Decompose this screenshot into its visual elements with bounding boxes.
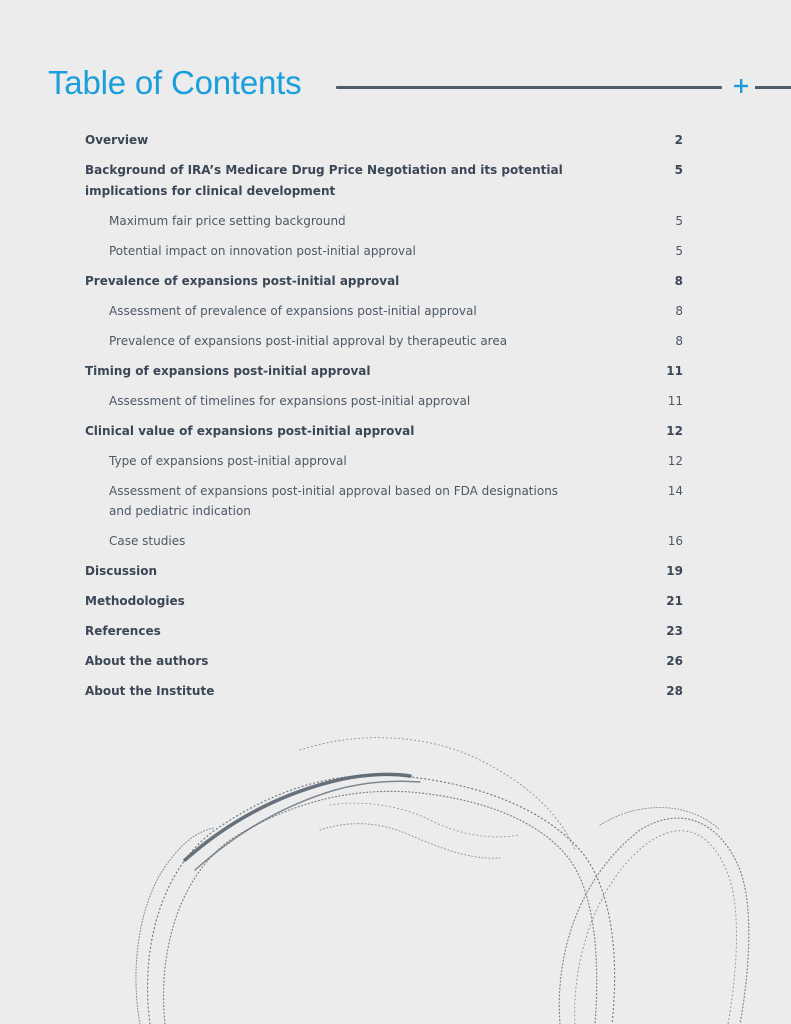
toc-entry-discussion[interactable]: [85, 561, 683, 582]
toc-subentry-type-expansions[interactable]: [85, 451, 683, 472]
swirl-stroke: [320, 824, 500, 859]
toc-subentry-assessment-timelines[interactable]: [85, 391, 683, 412]
toc-entry-title: Case studies: [109, 534, 186, 548]
toc-subentry-prevalence-therapeutic[interactable]: [85, 331, 683, 352]
toc-entry-title: Discussion: [85, 564, 158, 578]
toc-page-number: 12: [667, 453, 683, 468]
toc-entry-title: About the Institute: [85, 684, 215, 698]
swirl-stroke: [185, 774, 410, 860]
toc-entry-title: Type of expansions post-initial approval: [109, 453, 347, 468]
toc-entry-title: Potential impact on innovation post-initial approval: [109, 243, 416, 258]
toc-entry-title: About the authors: [85, 654, 209, 668]
toc-entry-about-institute[interactable]: [85, 681, 683, 702]
toc-entry-title: Methodologies: [85, 594, 185, 608]
toc-entry-title: Prevalence of expansions post-initial approval: [85, 273, 400, 288]
toc-page-number: 2: [674, 133, 683, 147]
toc-page-number: 21: [666, 594, 683, 608]
toc-page-number: 11: [667, 393, 683, 408]
toc-page-number: 19: [666, 564, 683, 578]
toc-entry-overview[interactable]: [85, 130, 683, 151]
toc-entry-title: Assessment of timelines for expansions post-initial approval: [109, 393, 471, 408]
toc-page-number: 8: [675, 303, 683, 318]
toc-page-number: 16: [667, 534, 683, 548]
plus-icon: [728, 73, 754, 99]
toc-entry-prevalence[interactable]: [85, 271, 683, 292]
toc-page-number: 11: [666, 363, 683, 378]
toc-entry-title: Clinical value of expansions post-initial approval: [85, 423, 415, 438]
toc-page-number: 8: [674, 273, 683, 288]
toc-entry-title: Maximum fair price setting background: [109, 213, 346, 228]
toc-entry-title: Timing of expansions post-initial approval: [85, 363, 371, 378]
toc-subentry-fda-designations[interactable]: [85, 481, 683, 522]
header-rule-end: [755, 86, 791, 89]
toc-entry-title: References: [85, 624, 161, 638]
swirl-stroke: [148, 775, 615, 1024]
header-rule: [336, 86, 722, 89]
toc-entry-title: Background of IRA’s Medicare Drug Price Negotiation and its potential implications for clinical development: [85, 163, 563, 198]
toc-entry-title: Overview: [85, 133, 149, 147]
toc-page-number: 5: [675, 213, 683, 228]
toc-page-number: 28: [666, 684, 683, 698]
toc-page-number: 12: [666, 423, 683, 438]
swirl-stroke: [300, 738, 575, 850]
table-of-contents: [85, 130, 683, 711]
toc-subentry-assessment-prevalence[interactable]: [85, 301, 683, 322]
toc-subentry-case-studies[interactable]: [85, 531, 683, 552]
swirl-stroke: [559, 818, 749, 1024]
page-header: [48, 60, 791, 110]
toc-page-number: 8: [675, 333, 683, 348]
toc-entry-timing[interactable]: [85, 361, 683, 382]
toc-subentry-impact-innovation[interactable]: [85, 241, 683, 262]
toc-subentry-max-fair-price[interactable]: [85, 211, 683, 232]
toc-page-number: 5: [675, 243, 683, 258]
toc-entry-clinical-value[interactable]: [85, 421, 683, 442]
stipple-swirl-artwork: [0, 710, 791, 1024]
swirl-stroke: [600, 808, 720, 830]
toc-entry-about-authors[interactable]: [85, 651, 683, 672]
toc-page-number: 14: [667, 483, 683, 498]
toc-entry-methodologies[interactable]: [85, 591, 683, 612]
toc-page-number: 26: [666, 654, 683, 668]
toc-entry-references[interactable]: [85, 621, 683, 642]
page-title: Table of Contents: [48, 64, 302, 101]
toc-entry-background[interactable]: [85, 160, 683, 201]
toc-page-number: 5: [674, 163, 683, 177]
toc-entry-title: Assessment of expansions post-initial approval based on FDA designations and pediatric indication: [109, 483, 559, 518]
swirl-stroke: [575, 831, 737, 1024]
toc-page-number: 23: [666, 624, 683, 638]
toc-entry-title: Assessment of prevalence of expansions post-initial approval: [109, 303, 477, 318]
toc-entry-title: Prevalence of expansions post-initial approval by therapeutic area: [109, 333, 508, 348]
